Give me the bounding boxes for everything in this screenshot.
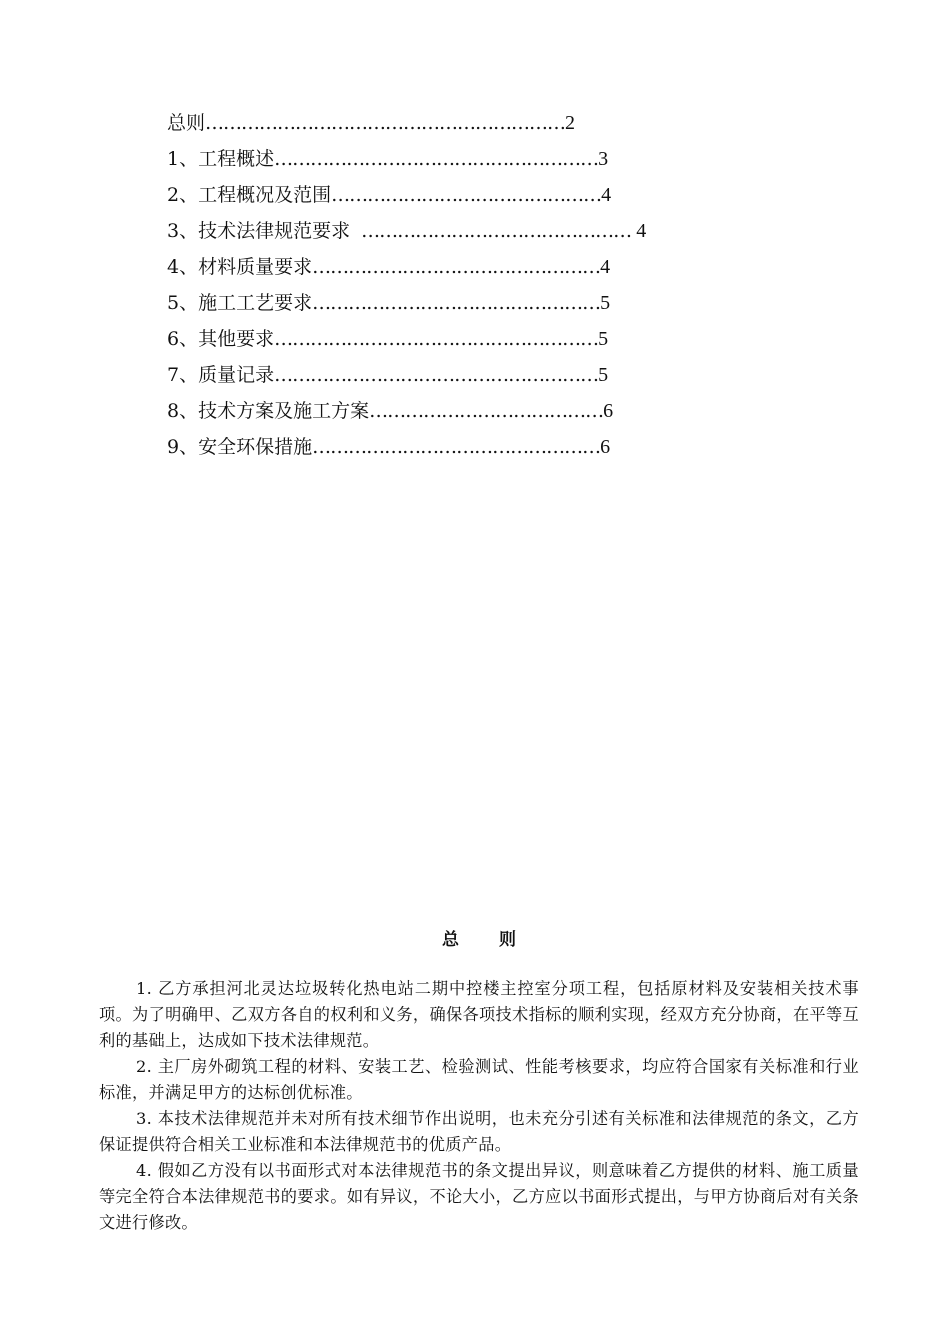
toc-entry-title: 6、其他要求	[167, 328, 275, 350]
section-heading: 总则	[442, 930, 556, 950]
toc-leader-dots: ………………………………………	[356, 220, 637, 242]
toc-page-number: 5	[600, 292, 611, 314]
toc-entry-title: 4、材料质量要求	[167, 256, 313, 278]
toc-entry-title: 3、技术法律规范要求	[167, 220, 357, 242]
toc-entry[interactable]	[167, 396, 787, 432]
toc-page-number: 5	[598, 328, 609, 350]
toc-entry[interactable]	[167, 180, 787, 216]
paragraph: 2. 主厂房外砌筑工程的材料、安装工艺、检验测试、性能考核要求，均应符合国家有关标准和行业标准，并满足甲方的达标创优标准。	[99, 1057, 859, 1102]
toc-leader-dots: …………………………………	[369, 400, 604, 422]
toc-leader-dots: ………………………………………………	[274, 364, 599, 386]
toc-leader-dots: …………………………………………	[312, 292, 601, 314]
toc-entry[interactable]	[167, 324, 787, 360]
table-of-contents	[167, 108, 787, 468]
toc-page-number: 3	[598, 148, 609, 170]
toc-entry-title: 1、工程概述	[167, 148, 275, 170]
toc-leader-dots: ……………………………………………………	[205, 112, 566, 134]
toc-entry[interactable]	[167, 144, 787, 180]
toc-entry-title: 7、质量记录	[167, 364, 275, 386]
toc-leader-dots: …………………………………………	[312, 436, 601, 458]
toc-entry[interactable]	[167, 108, 787, 144]
toc-entry-title: 9、安全环保措施	[167, 436, 313, 458]
toc-leader-dots: ………………………………………………	[274, 148, 599, 170]
toc-leader-dots: …………………………………………	[312, 256, 601, 278]
toc-entry-title: 8、技术方案及施工方案	[167, 400, 370, 422]
toc-page-number: 6	[600, 436, 611, 458]
toc-entry[interactable]	[167, 360, 787, 396]
paragraph: 3. 本技术法律规范并未对所有技术细节作出说明，也未充分引述有关标准和法律规范的条文，乙方保证提供符合相关工业标准和本法律规范书的优质产品。	[99, 1109, 859, 1154]
toc-page-number: 5	[598, 364, 609, 386]
toc-leader-dots: ………………………………………	[331, 184, 602, 206]
toc-entry[interactable]	[167, 288, 787, 324]
toc-entry[interactable]	[167, 432, 787, 468]
toc-entry[interactable]	[167, 216, 787, 252]
toc-page-number: 2	[565, 112, 576, 134]
toc-entry-title: 总则	[167, 112, 206, 134]
toc-page-number: 4	[600, 256, 611, 278]
paragraph: 1. 乙方承担河北灵达垃圾转化热电站二期中控楼主控室分项工程，包括原材料及安装相关技术事项。为了明确甲、乙双方各自的权利和义务，确保各项技术指标的顺利实现，经双方充分协商，在平等互利的基础上，达成如下技术法律规范。	[99, 979, 859, 1050]
paragraph: 4. 假如乙方没有以书面形式对本法律规范书的条文提出异议，则意味着乙方提供的材料、施工质量等完全符合本法律规范书的要求。如有异议，不论大小，乙方应以书面形式提出，与甲方协商后对有关条文进行修改。	[99, 1161, 859, 1232]
toc-entry-title: 5、施工工艺要求	[167, 292, 313, 314]
toc-entry[interactable]	[167, 252, 787, 288]
toc-leader-dots: ………………………………………………	[274, 328, 599, 350]
toc-page-number: 4	[601, 184, 612, 206]
toc-entry-title: 2、工程概况及范围	[167, 184, 332, 206]
toc-page-number: 6	[603, 400, 614, 422]
toc-page-number: 4	[636, 220, 647, 242]
general-provisions-section	[99, 925, 859, 1236]
